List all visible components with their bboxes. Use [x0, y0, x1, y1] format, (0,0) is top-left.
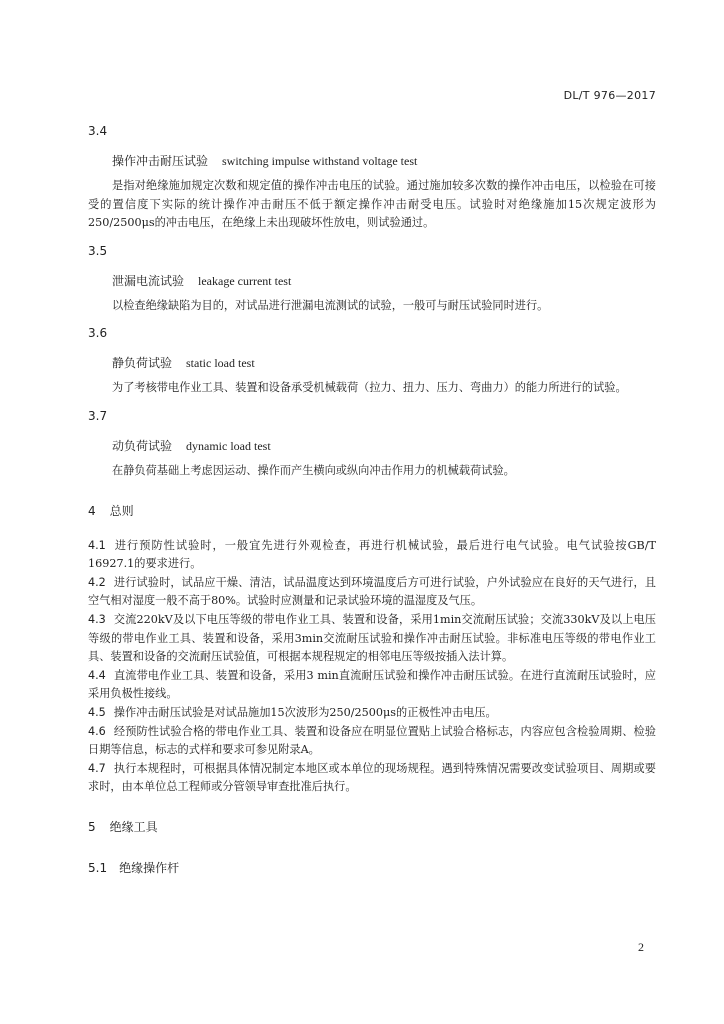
term-title [88, 355, 656, 371]
section-title: 总则 [109, 503, 134, 518]
clause-text: 直流带电作业工具、装置和设备，采用3 min直流耐压试验和操作冲击耐压试验。在进行直流耐压试验时，应采用负极性接线。 [88, 668, 656, 701]
term-3-7 [88, 408, 656, 481]
section-title: 绝缘工具 [109, 819, 158, 834]
subsection-5-1-heading [88, 859, 656, 876]
term-english: leakage current test [198, 273, 292, 288]
clause-number: 3.6 [88, 326, 108, 341]
clause-text: 操作冲击耐压试验是对试品施加15次波形为250/2500μs的正极性冲击电压。 [113, 705, 497, 719]
page-number: 2 [638, 940, 644, 954]
clause-text: 执行本规程时，可根据具体情况制定本地区或本单位的现场规程。遇到特殊情况需要改变试验项目、周期或要求时，由本单位总工程师或分管领导审查批准后执行。 [88, 761, 656, 794]
term-definition: 为了考核带电作业工具、装置和设备承受机械载荷（拉力、扭力、压力、弯曲力）的能力所进行的试验。 [112, 381, 627, 395]
clause-4-7 [88, 760, 656, 797]
term-definition: 以检查绝缘缺陷为目的，对试品进行泄漏电流测试的试验，一般可与耐压试验同时进行。 [112, 298, 549, 312]
clause-text: 经预防性试验合格的带电作业工具、装置和设备应在明显位置贴上试验合格标志，内容应包含检验周期、检验日期等信息，标志的式样和要求可参见附录A。 [88, 724, 656, 757]
clause-4-4 [88, 667, 656, 704]
term-title [88, 438, 656, 454]
clause-number: 4.1 [88, 538, 106, 552]
clause-number: 4.7 [88, 761, 106, 775]
clause-4-3 [88, 611, 656, 667]
clause-4-2 [88, 574, 656, 611]
section-5-heading [88, 819, 656, 835]
clause-4-6 [88, 723, 656, 760]
term-chinese: 操作冲击耐压试验 [112, 154, 209, 168]
term-title [88, 273, 656, 289]
clause-4-1 [88, 537, 656, 574]
clause-number: 4.3 [88, 612, 106, 626]
clause-text: 交流220kV及以下电压等级的带电作业工具、装置和设备，采用1min交流耐压试验；交流330kV及以上电压等级的带电作业工具、装置和设备，采用3min交流耐压试验和操作冲击耐压试验。非标准电压等级的带电作业工具、装置和设备的交流耐压试验值，可根据本规程规定的相邻电压等级按插入法计算。 [88, 612, 656, 664]
term-title [88, 153, 656, 169]
term-3-6 [88, 325, 656, 398]
term-definition: 在静负荷基础上考虑因运动、操作而产生横向或纵向冲击作用力的机械载荷试验。 [112, 463, 515, 477]
term-3-5 [88, 243, 656, 316]
subsection-number: 5.1 [88, 860, 108, 875]
term-chinese: 动负荷试验 [112, 438, 173, 453]
page-content [88, 113, 656, 876]
clause-number: 3.5 [88, 243, 108, 258]
clause-4-5 [88, 704, 656, 723]
term-definition: 是指对绝缘施加规定次数和规定值的操作冲击电压的试验。通过施加较多次数的操作冲击电压，以检验在可接受的置信度下实际的统计操作冲击耐压不低于额定操作冲击耐受电压。试验时对绝缘施加15次规定波形为250/2500μs的冲击电压，在绝缘上未出现破坏性放电，则试验通过。 [88, 179, 656, 230]
subsection-title: 绝缘操作杆 [119, 860, 180, 875]
clause-number: 3.4 [88, 124, 108, 138]
term-chinese: 泄漏电流试验 [112, 273, 185, 288]
term-english: dynamic load test [186, 438, 271, 453]
clause-text: 进行试验时，试品应干燥、清洁，试品温度达到环境温度后方可进行试验，户外试验应在良好的天气进行，且空气相对湿度一般不高于80%。试验时应测量和记录试验环境的温湿度及气压。 [88, 575, 656, 608]
term-3-4 [88, 123, 656, 233]
term-english: static load test [186, 356, 255, 371]
clause-number: 3.7 [88, 408, 108, 423]
clause-number: 4.5 [88, 705, 106, 719]
clause-text: 进行预防性试验时，一般宜先进行外观检查，再进行机械试验，最后进行电气试验。电气试验按GB/T 16927.1的要求进行。 [88, 538, 656, 571]
term-chinese: 静负荷试验 [112, 356, 173, 371]
term-english: switching impulse withstand voltage test [222, 154, 418, 168]
clause-number: 4.2 [88, 575, 106, 589]
clause-number: 4.6 [88, 724, 106, 738]
section-number: 5 [88, 819, 96, 834]
doc-code: DL/T 976—2017 [563, 89, 656, 102]
section-4-heading [88, 503, 656, 519]
clause-number: 4.4 [88, 668, 106, 682]
section-number: 4 [88, 503, 96, 518]
